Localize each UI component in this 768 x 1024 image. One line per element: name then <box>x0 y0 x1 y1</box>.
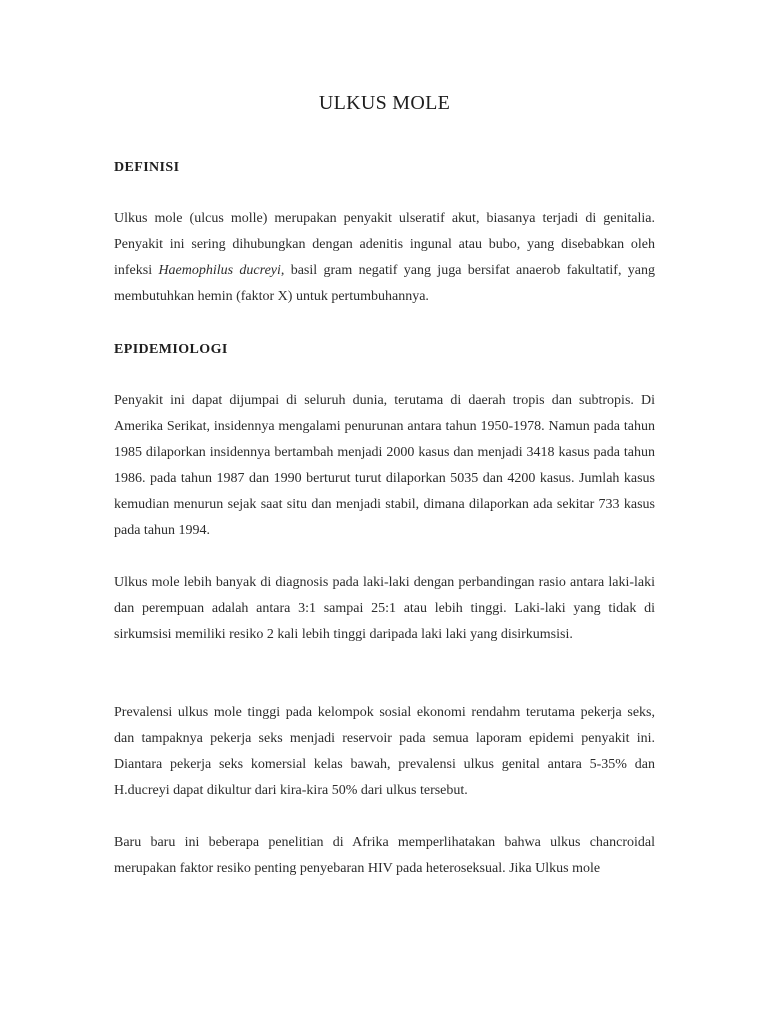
paragraph-epidemiologi-4: Baru baru ini beberapa penelitian di Afrika memperlihatakan bahwa ulkus chancroidal merupakan faktor resiko penting penyebaran HIV pada heteroseksual. Jika Ulkus mole <box>114 835 655 876</box>
paragraph-epidemiologi-2: Ulkus mole lebih banyak di diagnosis pada laki-laki dengan perbandingan rasio antara laki-laki dan perempuan adalah antara 3:1 sampai 25:1 atau lebih tinggi. Laki-laki yang tidak di sirkumsisi memiliki resiko 2 kali lebih tinggi daripada laki laki yang disirkumsisi. <box>114 575 655 642</box>
definisi-text-part1: Ulkus mole (ulcus molle) merupakan penyakit ulseratif akut, biasanya terjadi di genitalia. Penyakit ini sering dihubungkan dengan adenitis ingunal atau bubo, yang disebabkan oleh infeksi <box>114 211 655 278</box>
heading-epidemiologi: EPIDEMIOLOGI <box>114 342 228 357</box>
definisi-text-part2: , basil gram negatif yang juga bersifat anaerob fakultatif, yang membutuhkan hemin (faktor X) untuk pertumbuhannya. <box>114 263 656 304</box>
heading-definisi: DEFINISI <box>114 160 180 175</box>
paragraph-epidemiologi-1: Penyakit ini dapat dijumpai di seluruh dunia, terutama di daerah tropis dan subtropis. Di Amerika Serikat, insidennya mengalami penurunan antara tahun 1950-1978. Namun pada tahun 1985 dilaporkan insidennya bertambah menjadi 2000 kasus dan menjadi 3418 kasus pada tahun 1986. pada tahun 1987 dan 1990 berturut turut dilaporkan 5035 dan 4200 kasus. Jumlah kasus kemudian menurun sejak saat situ dan menjadi stabil, dimana dilaporkan ada sekitar 733 kasus pada tahun 1994. <box>114 393 655 538</box>
paragraph-epidemiologi-3: Prevalensi ulkus mole tinggi pada kelompok sosial ekonomi rendahm terutama pekerja seks, dan tampaknya pekerja seks menjadi reservoir pada semua laporam epidemi penyakit ini. Diantara pekerja seks komersial kelas bawah, prevalensi ulkus genital antara 5-35% dan H.ducreyi dapat dikultur dari kira-kira 50% dari ulkus tersebut. <box>114 705 655 798</box>
species-name: Haemophilus ducreyi <box>158 263 281 278</box>
paragraph-definisi <box>114 206 655 310</box>
document-title: ULKUS MOLE <box>318 92 451 114</box>
